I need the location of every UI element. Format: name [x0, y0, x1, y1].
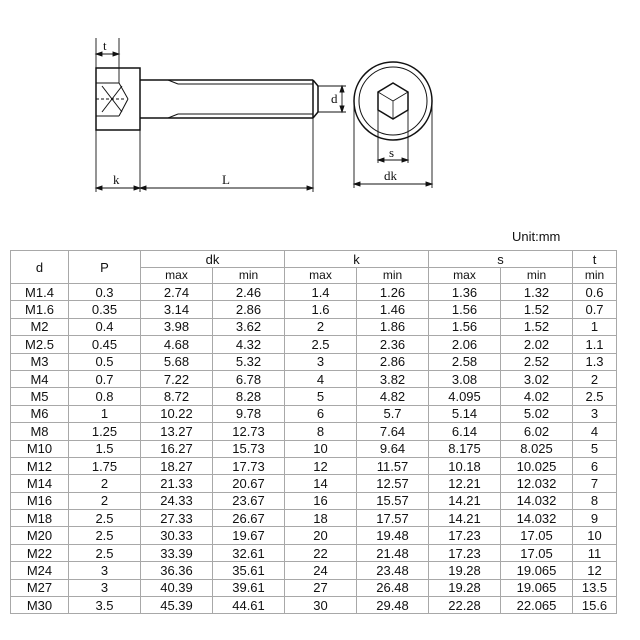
- cell-d: M20: [11, 527, 69, 544]
- cell-s-min: 17.05: [501, 544, 573, 561]
- table-row: [11, 353, 617, 370]
- cell-dk-min: 44.61: [213, 597, 285, 614]
- end-view: [354, 62, 432, 140]
- cell-s-min: 2.02: [501, 336, 573, 353]
- cell-t-min: 0.7: [573, 301, 617, 318]
- label-L: L: [222, 172, 230, 187]
- cell-s-min: 5.02: [501, 405, 573, 422]
- cell-t-min: 13.5: [573, 579, 617, 596]
- cell-dk-max: 10.22: [141, 405, 213, 422]
- cell-dk-max: 4.68: [141, 336, 213, 353]
- cell-s-max: 17.23: [429, 527, 501, 544]
- cell-d: M5: [11, 388, 69, 405]
- header-t: t: [573, 251, 617, 268]
- cell-dk-max: 3.14: [141, 301, 213, 318]
- table-row: [11, 423, 617, 440]
- cell-k-min: 4.82: [357, 388, 429, 405]
- cell-P: 2.5: [69, 527, 141, 544]
- label-s: s: [389, 145, 395, 160]
- cell-d: M16: [11, 492, 69, 509]
- cell-dk-max: 40.39: [141, 579, 213, 596]
- cell-dk-max: 33.39: [141, 544, 213, 561]
- cell-s-min: 10.025: [501, 457, 573, 474]
- cell-k-min: 12.57: [357, 475, 429, 492]
- socket-hidden-lines: [96, 83, 128, 116]
- cell-k-min: 2.36: [357, 336, 429, 353]
- cell-k-min: 29.48: [357, 597, 429, 614]
- cell-t-min: 1.3: [573, 353, 617, 370]
- cell-s-max: 19.28: [429, 579, 501, 596]
- table-row: [11, 318, 617, 335]
- cell-P: 0.5: [69, 353, 141, 370]
- cell-P: 1.5: [69, 440, 141, 457]
- cell-s-min: 14.032: [501, 492, 573, 509]
- cell-t-min: 1.1: [573, 336, 617, 353]
- cell-k-max: 2: [285, 318, 357, 335]
- unit-label: Unit:mm: [512, 229, 561, 244]
- cell-k-max: 5: [285, 388, 357, 405]
- cell-s-min: 14.032: [501, 510, 573, 527]
- cell-s-max: 5.14: [429, 405, 501, 422]
- cell-d: M2: [11, 318, 69, 335]
- table-row: [11, 475, 617, 492]
- cell-dk-max: 21.33: [141, 475, 213, 492]
- cell-k-min: 23.48: [357, 562, 429, 579]
- cell-t-min: 12: [573, 562, 617, 579]
- side-view-dimensions: [96, 38, 346, 192]
- cell-P: 3: [69, 579, 141, 596]
- cell-s-min: 1.52: [501, 318, 573, 335]
- cell-dk-max: 16.27: [141, 440, 213, 457]
- label-d: d: [331, 91, 338, 106]
- subheader-dk-min: min: [213, 268, 285, 284]
- cell-k-min: 7.64: [357, 423, 429, 440]
- cell-s-max: 8.175: [429, 440, 501, 457]
- cell-s-max: 17.23: [429, 544, 501, 561]
- cell-dk-min: 2.46: [213, 284, 285, 301]
- subheader-t-min: min: [573, 268, 617, 284]
- table-row: [11, 527, 617, 544]
- cell-k-min: 17.57: [357, 510, 429, 527]
- subheader-k-max: max: [285, 268, 357, 284]
- cell-P: 0.7: [69, 370, 141, 387]
- cell-k-max: 27: [285, 579, 357, 596]
- cell-P: 0.4: [69, 318, 141, 335]
- cell-dk-max: 3.98: [141, 318, 213, 335]
- cell-d: M4: [11, 370, 69, 387]
- cell-s-max: 1.56: [429, 318, 501, 335]
- cell-k-min: 1.86: [357, 318, 429, 335]
- table-row: [11, 301, 617, 318]
- cell-s-max: 3.08: [429, 370, 501, 387]
- cell-k-max: 8: [285, 423, 357, 440]
- cell-k-min: 19.48: [357, 527, 429, 544]
- cell-d: M6: [11, 405, 69, 422]
- cell-dk-min: 32.61: [213, 544, 285, 561]
- cell-s-min: 2.52: [501, 353, 573, 370]
- cell-s-max: 14.21: [429, 510, 501, 527]
- cell-P: 1: [69, 405, 141, 422]
- screw-shank-outline: [140, 80, 318, 118]
- cell-dk-max: 13.27: [141, 423, 213, 440]
- cell-k-min: 15.57: [357, 492, 429, 509]
- table-row: [11, 562, 617, 579]
- cell-k-max: 4: [285, 370, 357, 387]
- cell-d: M1.6: [11, 301, 69, 318]
- cell-d: M27: [11, 579, 69, 596]
- cell-k-max: 22: [285, 544, 357, 561]
- table-row: [11, 544, 617, 561]
- cell-dk-min: 17.73: [213, 457, 285, 474]
- cell-dk-min: 2.86: [213, 301, 285, 318]
- cell-k-min: 3.82: [357, 370, 429, 387]
- cell-dk-min: 5.32: [213, 353, 285, 370]
- cell-P: 3.5: [69, 597, 141, 614]
- cell-k-max: 20: [285, 527, 357, 544]
- cell-P: 3: [69, 562, 141, 579]
- cell-k-max: 18: [285, 510, 357, 527]
- dimension-table: [10, 250, 617, 614]
- cell-dk-max: 7.22: [141, 370, 213, 387]
- cell-k-max: 14: [285, 475, 357, 492]
- cell-P: 0.35: [69, 301, 141, 318]
- cell-dk-max: 45.39: [141, 597, 213, 614]
- cell-k-min: 9.64: [357, 440, 429, 457]
- cell-s-min: 8.025: [501, 440, 573, 457]
- cell-P: 0.8: [69, 388, 141, 405]
- cell-k-max: 1.4: [285, 284, 357, 301]
- cell-t-min: 8: [573, 492, 617, 509]
- table-row: [11, 492, 617, 509]
- cell-dk-min: 39.61: [213, 579, 285, 596]
- cell-t-min: 2.5: [573, 388, 617, 405]
- cell-d: M10: [11, 440, 69, 457]
- table-row: [11, 336, 617, 353]
- cell-t-min: 10: [573, 527, 617, 544]
- cell-dk-max: 30.33: [141, 527, 213, 544]
- cell-t-min: 4: [573, 423, 617, 440]
- cell-k-min: 11.57: [357, 457, 429, 474]
- cell-dk-max: 5.68: [141, 353, 213, 370]
- header-d: d: [11, 251, 69, 284]
- cell-t-min: 2: [573, 370, 617, 387]
- cell-k-max: 12: [285, 457, 357, 474]
- cell-k-max: 2.5: [285, 336, 357, 353]
- subheader-s-max: max: [429, 268, 501, 284]
- cell-d: M18: [11, 510, 69, 527]
- cell-d: M1.4: [11, 284, 69, 301]
- cell-k-min: 1.46: [357, 301, 429, 318]
- cell-t-min: 15.6: [573, 597, 617, 614]
- cell-s-min: 17.05: [501, 527, 573, 544]
- cell-P: 2.5: [69, 544, 141, 561]
- cell-k-max: 3: [285, 353, 357, 370]
- cell-k-min: 2.86: [357, 353, 429, 370]
- cell-s-min: 19.065: [501, 579, 573, 596]
- cell-dk-min: 26.67: [213, 510, 285, 527]
- cell-t-min: 9: [573, 510, 617, 527]
- cell-d: M3: [11, 353, 69, 370]
- cell-t-min: 7: [573, 475, 617, 492]
- cell-dk-max: 24.33: [141, 492, 213, 509]
- cell-s-min: 22.065: [501, 597, 573, 614]
- cell-dk-min: 19.67: [213, 527, 285, 544]
- cell-s-max: 2.06: [429, 336, 501, 353]
- label-dk: dk: [384, 168, 397, 183]
- cell-P: 0.3: [69, 284, 141, 301]
- cell-s-min: 3.02: [501, 370, 573, 387]
- cell-s-min: 1.32: [501, 284, 573, 301]
- header-s: s: [429, 251, 573, 268]
- screw-technical-drawing: [0, 0, 640, 230]
- cell-dk-min: 3.62: [213, 318, 285, 335]
- label-k: k: [113, 172, 120, 187]
- cell-P: 2: [69, 492, 141, 509]
- table-row: [11, 388, 617, 405]
- cell-k-max: 10: [285, 440, 357, 457]
- cell-s-min: 6.02: [501, 423, 573, 440]
- table-row: [11, 405, 617, 422]
- cell-t-min: 6: [573, 457, 617, 474]
- table-row: [11, 440, 617, 457]
- table-row: [11, 597, 617, 614]
- cell-s-max: 19.28: [429, 562, 501, 579]
- cell-t-min: 11: [573, 544, 617, 561]
- table-row: [11, 370, 617, 387]
- cell-dk-max: 2.74: [141, 284, 213, 301]
- cell-s-max: 14.21: [429, 492, 501, 509]
- cell-s-max: 1.36: [429, 284, 501, 301]
- header-dk: dk: [141, 251, 285, 268]
- cell-dk-max: 8.72: [141, 388, 213, 405]
- cell-s-max: 10.18: [429, 457, 501, 474]
- cell-dk-min: 12.73: [213, 423, 285, 440]
- cell-d: M22: [11, 544, 69, 561]
- cell-s-min: 4.02: [501, 388, 573, 405]
- cell-dk-min: 4.32: [213, 336, 285, 353]
- cell-t-min: 0.6: [573, 284, 617, 301]
- cell-s-max: 12.21: [429, 475, 501, 492]
- table-row: [11, 457, 617, 474]
- cell-d: M24: [11, 562, 69, 579]
- cell-P: 2.5: [69, 510, 141, 527]
- cell-d: M2.5: [11, 336, 69, 353]
- cell-P: 1.75: [69, 457, 141, 474]
- cell-P: 2: [69, 475, 141, 492]
- header-P: P: [69, 251, 141, 284]
- cell-s-min: 19.065: [501, 562, 573, 579]
- cell-dk-min: 35.61: [213, 562, 285, 579]
- cell-d: M12: [11, 457, 69, 474]
- cell-k-max: 6: [285, 405, 357, 422]
- table-row: [11, 284, 617, 301]
- cell-d: M14: [11, 475, 69, 492]
- cell-dk-min: 6.78: [213, 370, 285, 387]
- cell-d: M30: [11, 597, 69, 614]
- cell-t-min: 3: [573, 405, 617, 422]
- cell-k-max: 1.6: [285, 301, 357, 318]
- cell-k-max: 16: [285, 492, 357, 509]
- cell-dk-max: 36.36: [141, 562, 213, 579]
- subheader-k-min: min: [357, 268, 429, 284]
- cell-dk-min: 23.67: [213, 492, 285, 509]
- cell-s-max: 22.28: [429, 597, 501, 614]
- cell-dk-min: 20.67: [213, 475, 285, 492]
- cell-P: 0.45: [69, 336, 141, 353]
- cell-k-max: 30: [285, 597, 357, 614]
- table-row: [11, 579, 617, 596]
- cell-k-min: 5.7: [357, 405, 429, 422]
- cell-dk-max: 18.27: [141, 457, 213, 474]
- cell-s-min: 1.52: [501, 301, 573, 318]
- subheader-dk-max: max: [141, 268, 213, 284]
- cell-k-min: 21.48: [357, 544, 429, 561]
- cell-d: M8: [11, 423, 69, 440]
- subheader-s-min: min: [501, 268, 573, 284]
- side-view: [96, 68, 318, 130]
- cell-dk-max: 27.33: [141, 510, 213, 527]
- cell-dk-min: 8.28: [213, 388, 285, 405]
- header-k: k: [285, 251, 429, 268]
- cell-k-min: 1.26: [357, 284, 429, 301]
- label-t: t: [103, 38, 107, 53]
- cell-s-max: 4.095: [429, 388, 501, 405]
- cell-dk-min: 15.73: [213, 440, 285, 457]
- cell-k-max: 24: [285, 562, 357, 579]
- cell-k-min: 26.48: [357, 579, 429, 596]
- cell-s-min: 12.032: [501, 475, 573, 492]
- table-header-row: [11, 251, 617, 268]
- cell-s-max: 6.14: [429, 423, 501, 440]
- cell-s-max: 1.56: [429, 301, 501, 318]
- cell-dk-min: 9.78: [213, 405, 285, 422]
- cell-t-min: 5: [573, 440, 617, 457]
- table-body: [11, 284, 617, 614]
- cell-s-max: 2.58: [429, 353, 501, 370]
- cell-P: 1.25: [69, 423, 141, 440]
- cell-t-min: 1: [573, 318, 617, 335]
- thread-lines: [168, 80, 313, 118]
- table-row: [11, 510, 617, 527]
